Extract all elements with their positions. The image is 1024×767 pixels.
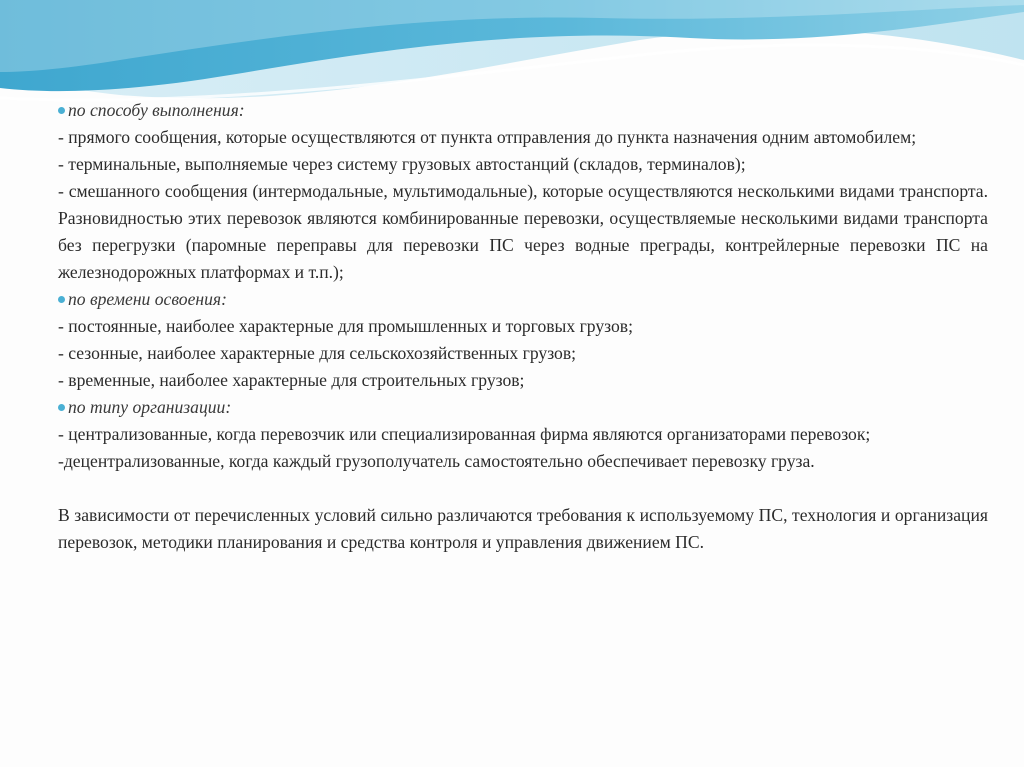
bullet-icon (58, 107, 65, 114)
list-item: - терминальные, выполняемые через систему грузовых автостанций (складов, терминалов); (58, 154, 746, 174)
section-heading-label: по типу организации: (68, 397, 232, 417)
list-item: -децентрализованные, когда каждый грузополучатель самостоятельно обеспечивает перевозку груза. (58, 451, 815, 471)
spacer (58, 475, 988, 502)
bullet-icon (58, 404, 65, 411)
section-heading-label: по времени освоения: (68, 289, 227, 309)
section-heading-execution (58, 97, 988, 124)
section-heading-label: по способу выполнения: (68, 100, 245, 120)
bullet-icon (58, 296, 65, 303)
section-heading-organization (58, 394, 988, 421)
list-item: - централизованные, когда перевозчик или специализированная фирма являются организаторами перевозок; (58, 424, 871, 444)
list-item: - сезонные, наиболее характерные для сельскохозяйственных грузов; (58, 343, 577, 363)
list-item: - постоянные, наиболее характерные для промышленных и торговых грузов; (58, 316, 633, 336)
body-text (58, 97, 988, 556)
conclusion-paragraph: В зависимости от перечисленных условий сильно различаются требования к используемому ПС, технология и организация перевозок, методики планирования и средства контроля и управления движением ПС. (58, 505, 988, 552)
list-item: - временные, наиболее характерные для строительных грузов; (58, 370, 525, 390)
list-item: - прямого сообщения, которые осуществляются от пункта отправления до пункта назначения одним автомобилем; (58, 127, 917, 147)
section-heading-timing (58, 286, 988, 313)
list-item: - смешанного сообщения (интермодальные, мультимодальные), которые осуществляются несколькими видами транспорта. Разновидностью этих перевозок являются комбинированные перевозки, осуществляемые несколькими видами транспорта без перегрузки (паромные переправы для перевозки ПС через водные преграды, контрейлерные перевозки ПС на железнодорожных платформах и т.п.); (58, 181, 988, 282)
